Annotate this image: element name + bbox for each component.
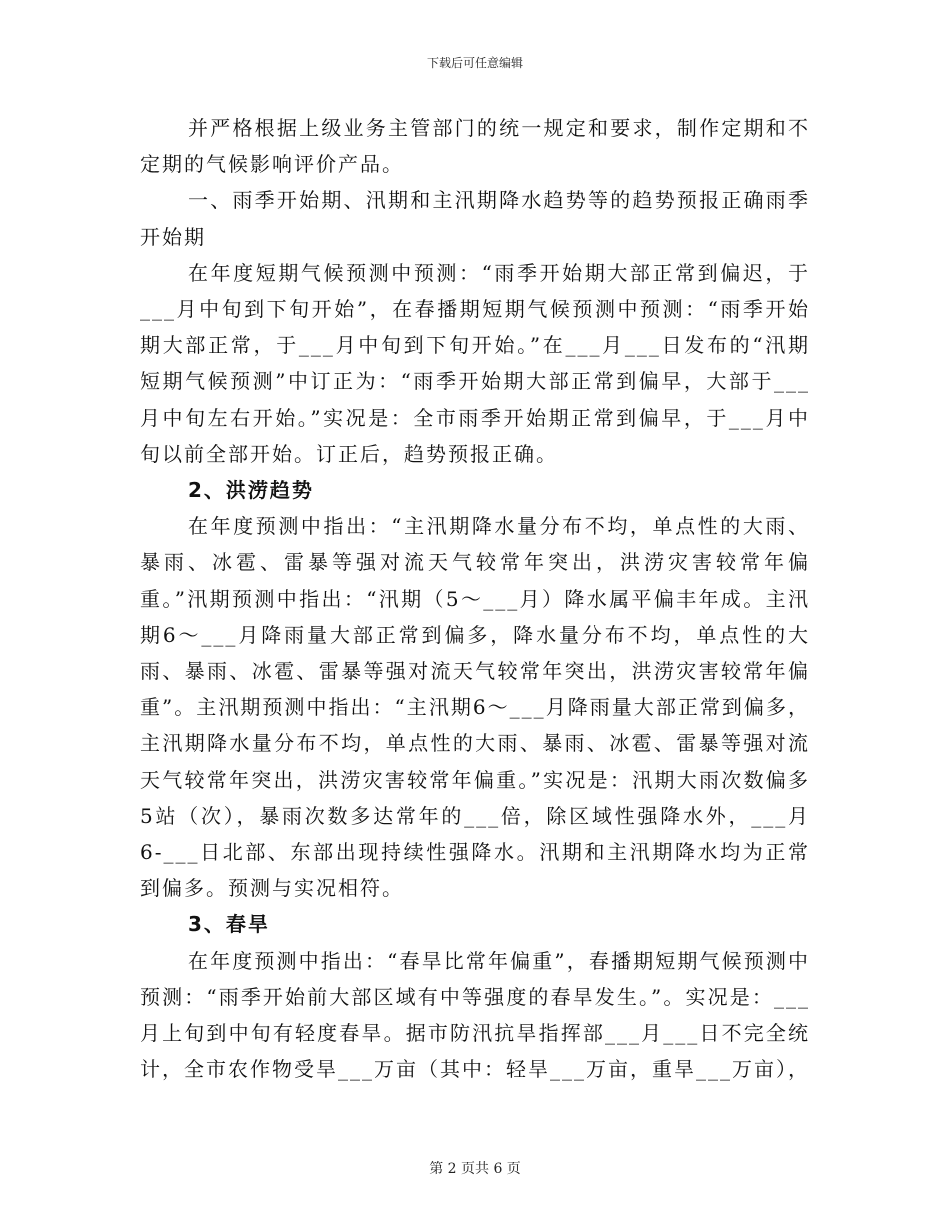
document-body	[140, 110, 810, 1087]
section-heading-spring-drought: 3、春旱	[188, 912, 270, 937]
section-heading-flood: 2、洪涝趋势	[188, 478, 314, 503]
paragraph-intro: 并严格根据上级业务主管部门的统一规定和要求，制作定期和不定期的气候影响评价产品。	[140, 116, 810, 177]
section-heading-rainy-season: 一、雨季开始期、汛期和主汛期降水趋势等的趋势预报正确雨季开始期	[140, 188, 810, 249]
page-header: 下载后可任意编辑	[426, 56, 523, 70]
paragraph-spring-drought: 在年度预测中指出：“春旱比常年偏重”，春播期短期气候预测中预测：“雨季开始前大部区域有中等强度的春旱发生。”。实况是：___月上旬到中旬有轻度春旱。据市防汛抗旱指挥部___月___日不完全统计，全市农作物受旱___万亩（其中：轻旱___万亩，重旱___万亩），	[140, 948, 810, 1082]
paragraph-rainy-season: 在年度短期气候预测中预测：“雨季开始期大部正常到偏迟，于___月中旬到下旬开始”，在春播期短期气候预测中预测：“雨季开始期大部正常，于___月中旬到下旬开始。”在___月___日发布的“汛期短期气候预测”中订正为：“雨季开始期大部正常到偏早，大部于___月中旬左右开始。”实况是：全市雨季开始期正常到偏早，于___月中旬以前全部开始。订正后，趋势预报正确。	[140, 260, 810, 466]
page-footer: 第 2 页共 6 页	[429, 1161, 521, 1177]
paragraph-flood: 在年度预测中指出：“主汛期降水量分布不均，单点性的大雨、暴雨、冰雹、雷暴等强对流天气较常年突出，洪涝灾害较常年偏重。”汛期预测中指出：“汛期（5～___月）降水属平偏丰年成。主汛期6～___月降雨量大部正常到偏多，降水量分布不均，单点性的大雨、暴雨、冰雹、雷暴等强对流天气较常年突出，洪涝灾害较常年偏重”。主汛期预测中指出：“主汛期6～___月降雨量大部正常到偏多，主汛期降水量分布不均，单点性的大雨、暴雨、冰雹、雷暴等强对流天气较常年突出，洪涝灾害较常年偏重。”实况是：汛期大雨次数偏多5站（次），暴雨次数多达常年的___倍，除区域性强降水外，___月6-___日北部、东部出现持续性强降水。汛期和主汛期降水均为正常到偏多。预测与实况相符。	[140, 514, 810, 901]
